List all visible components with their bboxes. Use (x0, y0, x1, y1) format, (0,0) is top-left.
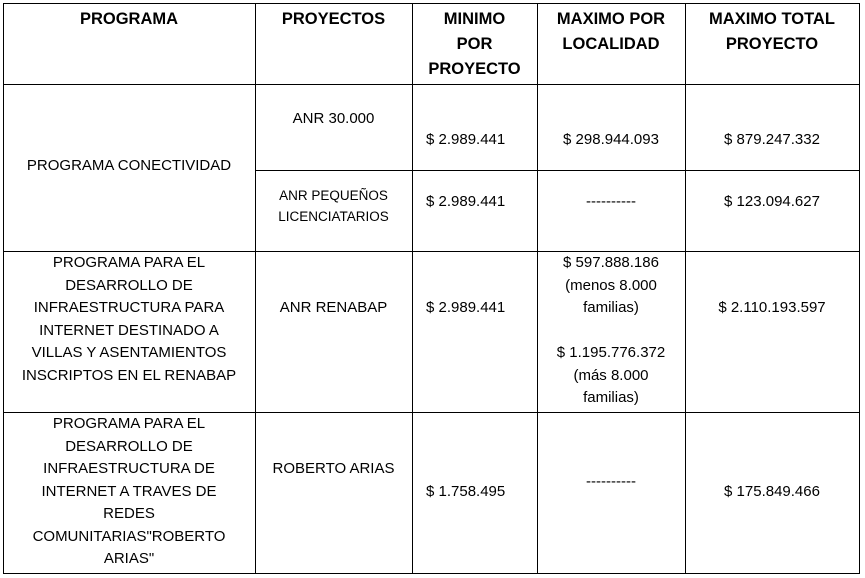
row-anr30000-proyecto (255, 108, 412, 131)
header-maximo-total-line: PROYECTO (725, 35, 819, 53)
maximo-total-value: $ 2.110.193.597 (718, 299, 826, 316)
maximo-localidad-line: $ 597.888.186 (563, 254, 659, 271)
row-renabap-maximo-total (685, 297, 859, 320)
programa-line: DESARROLLO DE (65, 437, 193, 455)
minimo-value: $ 2.989.441 (426, 131, 506, 148)
header-minimo (412, 7, 537, 82)
proyecto-line: ANR RENABAP (279, 299, 388, 316)
programs-table (3, 3, 860, 575)
header-programa-text: PROGRAMA (79, 10, 179, 28)
programa-line: INSCRIPTOS EN EL RENABAP (21, 366, 237, 384)
header-proyectos-text: PROYECTOS (281, 10, 386, 28)
programa-line: COMUNITARIAS"ROBERTO (32, 527, 226, 545)
programa-line: PROGRAMA CONECTIVIDAD (26, 157, 232, 174)
programa-line: REDES (103, 505, 155, 522)
programa-line: PROGRAMA PARA EL (52, 415, 206, 432)
minimo-value: $ 1.758.495 (426, 483, 506, 500)
programa-line: INFRAESTRUCTURA DE (43, 460, 215, 477)
programa-line: INTERNET A TRAVES DE (41, 482, 217, 500)
maximo-localidad-line: familias) (583, 389, 639, 406)
row-pequenos-proyecto (255, 185, 412, 227)
maximo-localidad-line: (menos 8.000 (565, 276, 657, 294)
maximo-localidad-line: $ 1.195.776.372 (556, 344, 666, 361)
row-anr30000-maximo-localidad (537, 129, 685, 152)
row-anr30000-minimo (426, 129, 537, 152)
header-minimo-line: POR (456, 35, 493, 53)
maximo-total-value: $ 123.094.627 (724, 193, 820, 210)
row-roberto-arias-proyecto (255, 458, 412, 481)
grid-line-top (3, 3, 860, 4)
row-roberto-arias-maximo-localidad (537, 471, 685, 494)
row-renabap-minimo (426, 297, 537, 320)
header-proyectos (255, 7, 412, 32)
header-programa (3, 7, 255, 32)
row-renabap-proyecto (255, 297, 412, 320)
row-roberto-arias-maximo-total (685, 481, 859, 504)
proyecto-line: ROBERTO ARIAS (272, 460, 395, 477)
row-conectividad-programa (3, 155, 255, 178)
grid-line-header-bottom (3, 84, 860, 85)
grid-line-col1 (255, 3, 256, 574)
grid-line-col2 (412, 3, 413, 574)
proyecto-line: LICENCIATARIOS (278, 209, 389, 224)
row-renabap-programa (3, 252, 255, 387)
minimo-value: $ 2.989.441 (426, 193, 506, 210)
programa-line: VILLAS Y ASENTAMIENTOS (31, 344, 227, 361)
row-anr30000-maximo-total (685, 129, 859, 152)
row-pequenos-minimo (426, 191, 537, 214)
header-maximo-total (685, 7, 859, 57)
header-minimo-line: PROYECTO (428, 60, 521, 78)
row-pequenos-maximo-localidad (537, 191, 685, 214)
grid-line-right (859, 3, 860, 574)
maximo-localidad-spacer (537, 320, 685, 343)
row-roberto-arias-minimo (426, 481, 537, 504)
maximo-localidad-value: ---------- (586, 473, 636, 490)
row-roberto-arias-programa (3, 413, 255, 571)
proyecto-line: ANR PEQUEÑOS (279, 188, 388, 203)
maximo-total-value: $ 175.849.466 (724, 483, 820, 500)
row-renabap-maximo-localidad (537, 252, 685, 410)
programa-line: INFRAESTRUCTURA PARA (33, 299, 225, 316)
header-minimo-line: MINIMO (443, 10, 506, 28)
programa-line: ARIAS" (103, 550, 155, 567)
grid-line-conectividad-split (255, 170, 860, 171)
proyecto-line: ANR 30.000 (292, 110, 375, 127)
programa-line: DESARROLLO DE (65, 276, 193, 294)
header-maximo-localidad (537, 7, 685, 57)
minimo-value: $ 2.989.441 (426, 299, 506, 316)
maximo-localidad-line: (más 8.000 (573, 366, 649, 384)
programa-line: PROGRAMA PARA EL (52, 254, 206, 271)
row-pequenos-maximo-total (685, 191, 859, 214)
programa-line: INTERNET DESTINADO A (39, 321, 219, 339)
header-maximo-total-line: MAXIMO TOTAL (709, 10, 835, 28)
maximo-localidad-line: familias) (583, 299, 639, 316)
header-maximo-localidad-line: MAXIMO POR (556, 10, 666, 28)
header-maximo-localidad-line: LOCALIDAD (562, 35, 660, 53)
maximo-total-value: $ 879.247.332 (724, 131, 820, 148)
grid-line-bottom (3, 573, 860, 574)
maximo-localidad-value: $ 298.944.093 (563, 131, 659, 148)
maximo-localidad-value: ---------- (586, 193, 636, 210)
